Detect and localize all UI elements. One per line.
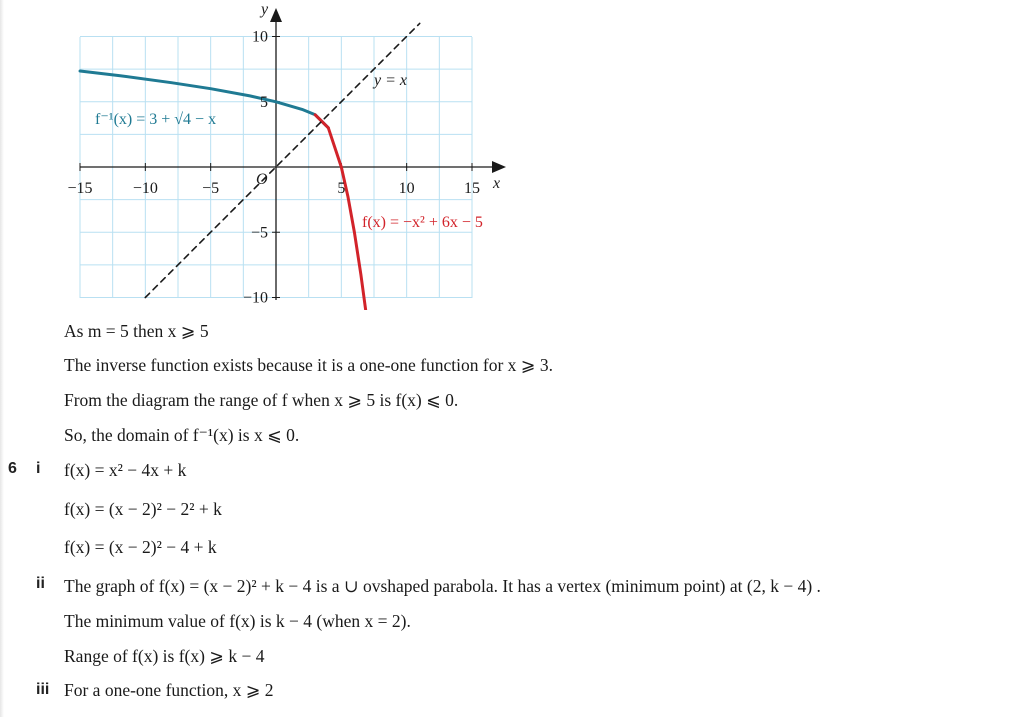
- x-tick-label: −15: [67, 180, 93, 197]
- line-label-y-equals-x: y = x: [374, 72, 407, 89]
- x-axis-arrow: [492, 161, 506, 173]
- text-line-4: So, the domain of f⁻¹(x) is x ⩽ 0.: [64, 425, 300, 445]
- line-label-f-inverse: f⁻¹(x) = 3 + √4 − x: [95, 111, 217, 128]
- text-line-1: As m = 5 then x ⩾ 5: [64, 321, 209, 341]
- text-line-3: From the diagram the range of f when x ⩾ 5 is f(x) ⩽ 0.: [64, 390, 459, 410]
- text-line-2: The inverse function exists because it is a one-one function for x ⩾ 3.: [64, 355, 553, 375]
- function-graph: [0, 0, 520, 310]
- x-tick-label: 10: [398, 180, 415, 197]
- part-label-ii: ii: [36, 575, 45, 592]
- text-line-11: For a one-one function, x ⩾ 2: [64, 680, 274, 700]
- text-line-8: The graph of f(x) = (x − 2)² + k − 4 is a ∪ ovshaped parabola. It has a vertex (minimum point) at (2, k − 4) .: [64, 576, 821, 596]
- x-tick-label: 15: [464, 180, 480, 197]
- x-tick-label: 5: [337, 180, 346, 197]
- text-line-10: Range of f(x) is f(x) ⩾ k − 4: [64, 646, 265, 666]
- y-tick-label: −5: [250, 224, 268, 242]
- text-line-9: The minimum value of f(x) is k − 4 (when x = 2).: [64, 611, 411, 631]
- y-axis-arrow: [270, 8, 282, 22]
- y-equals-x-line: [145, 23, 419, 297]
- origin-label: O: [256, 171, 268, 188]
- x-axis-label: x: [493, 175, 501, 192]
- question-number-6: 6: [8, 460, 17, 477]
- y-axis-label: y: [261, 1, 269, 18]
- text-line-7: f(x) = (x − 2)² − 4 + k: [64, 537, 217, 557]
- axes: [80, 8, 506, 300]
- text-line-6: f(x) = (x − 2)² − 2² + k: [64, 499, 222, 519]
- line-label-f: f(x) = −x² + 6x − 5: [362, 214, 483, 231]
- y-tick-label: 5: [260, 93, 268, 111]
- part-label-iii: iii: [36, 681, 50, 698]
- x-tick-label: −5: [202, 180, 220, 197]
- text-line-5: f(x) = x² − 4x + k: [64, 460, 187, 480]
- y-tick-label: 10: [252, 28, 268, 46]
- part-label-i: i: [36, 460, 41, 477]
- y-tick-label: −10: [242, 289, 268, 307]
- x-tick-label: −10: [132, 180, 158, 197]
